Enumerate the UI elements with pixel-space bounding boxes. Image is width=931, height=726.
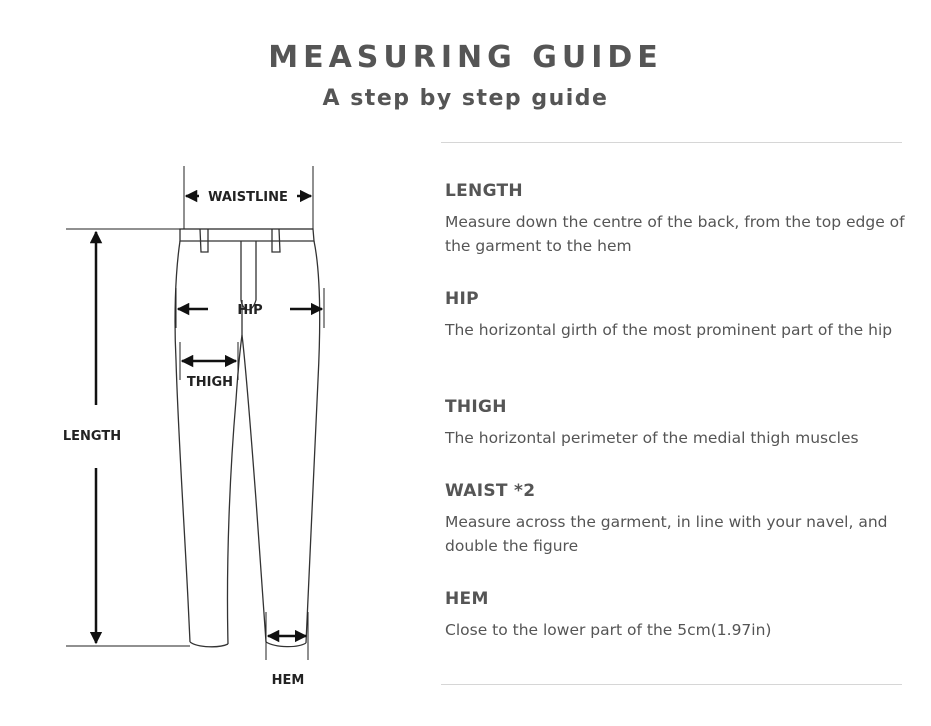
section-title: WAIST *2 xyxy=(445,481,536,501)
section-text: Measure down the centre of the back, from the top edge of the garment to the hem xyxy=(445,213,905,255)
section-text: The horizontal girth of the most prominent part of the hip xyxy=(445,321,893,339)
section-text: Measure across the garment, in line with your navel, and double the figure xyxy=(445,513,888,555)
pants-diagram xyxy=(0,150,430,710)
bottom-divider xyxy=(441,684,902,685)
waistline-label: WAISTLINE xyxy=(208,190,288,205)
section-title: LENGTH xyxy=(445,181,523,201)
section-text: The horizontal perimeter of the medial thigh muscles xyxy=(445,429,859,447)
length-label: LENGTH xyxy=(62,429,122,444)
section-text: Close to the lower part of the 5cm(1.97in) xyxy=(445,621,772,639)
section-thigh xyxy=(445,396,905,450)
pants-outline xyxy=(175,229,320,647)
hip-measure xyxy=(176,288,324,328)
section-title: HEM xyxy=(445,589,489,609)
hem-measure xyxy=(266,612,308,688)
waistline-measure xyxy=(184,166,313,229)
top-divider xyxy=(441,142,902,143)
section-hem xyxy=(445,588,905,642)
section-title: HIP xyxy=(445,289,479,309)
length-measure xyxy=(63,229,313,646)
section-title: THIGH xyxy=(445,397,507,417)
thigh-label: THIGH xyxy=(186,375,234,390)
section-waist xyxy=(445,480,905,558)
page-subtitle: A step by step guide xyxy=(322,86,609,111)
thigh-measure xyxy=(180,342,238,390)
section-length xyxy=(445,180,905,258)
hem-label: HEM xyxy=(271,673,305,688)
hip-label: HIP xyxy=(237,303,263,318)
page-title: MEASURING GUIDE xyxy=(268,40,663,75)
section-hip xyxy=(445,288,905,342)
